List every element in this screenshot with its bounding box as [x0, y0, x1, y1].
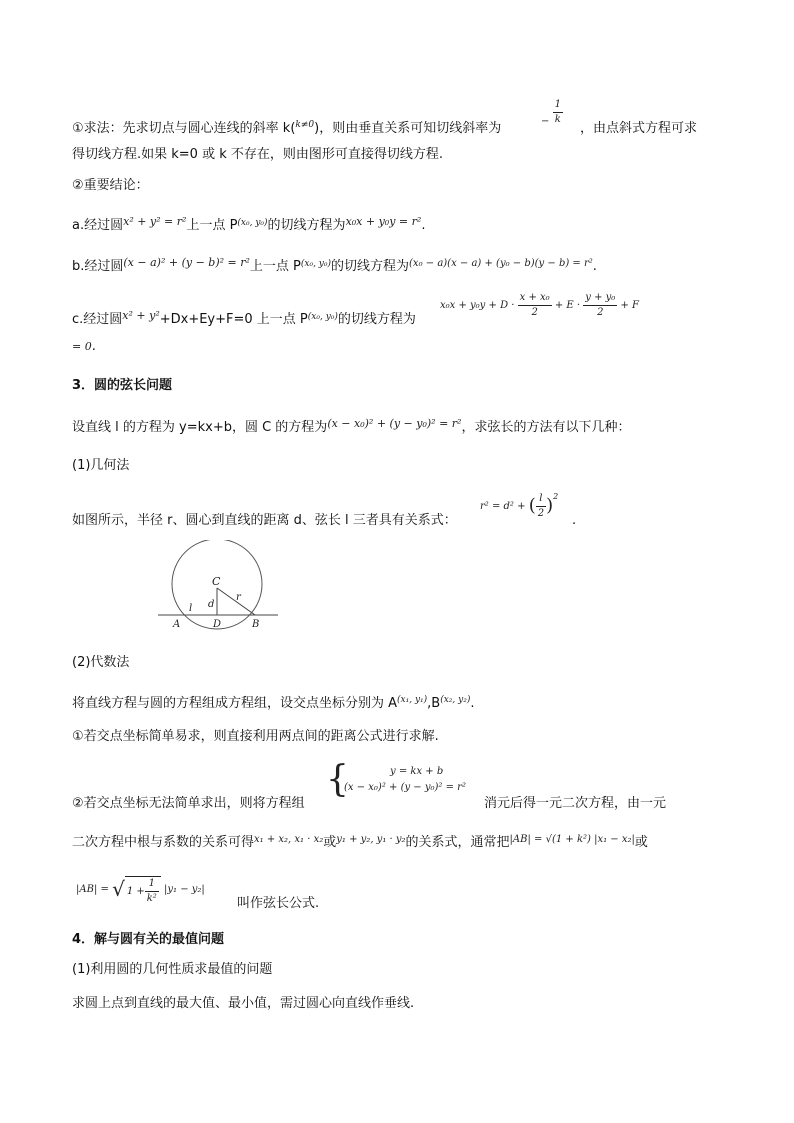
vieta-line: 二次方程中根与系数的关系可得$^{x_1 + x_2, x_1 \cdot x_2}$或$^{y_1 + y_2, y_1 \cdot y_2}$的关系式，通常把$^{|AB| = √(1 + k^2) |x_1 - x_2|}$或 — [72, 834, 648, 850]
conclusion-c: c.经过圆$^{x^2 + y^2}$+Dx+Ey+F=0 上一点 $P^{(x_0, y_0)}$的切线方程为 — [72, 309, 416, 327]
tangent-method-line1: ①求法：先求切点与圆心连线的斜率 k($^{k\ne 0}$)，则由垂直关系可知切线斜率为 — [72, 120, 502, 136]
conclusion-a: a.经过圆$^{x^2 + y^2 = r^2}$上一点 $P^{(x_0, y_0)}$的切线方程为$^{x_0x + y_0y = r^2}$. — [72, 215, 426, 233]
tangent-method-line1-tail: ，由点斜式方程可求 — [580, 121, 698, 136]
label-r: r — [236, 592, 241, 603]
extreme-distance-note: 求圆上点到直线的最大值、最小值，需过圆心向直线作垂线. — [72, 996, 415, 1011]
geometric-formula-end: . — [572, 513, 577, 528]
section-4-heading: 4．解与圆有关的最值问题 — [72, 932, 225, 947]
conclusion-b: b.经过圆$^{(x - a)^2 + (y - b)^2 = r^2}$上一点 $P^{(x_0, y_0)}$的切线方程为$^{(x_0 - a)(x - a) + (y_0 - b)(y - b) = r^2}$. — [72, 256, 597, 274]
label-d-foot: D — [213, 619, 222, 630]
label-c: C — [212, 575, 221, 588]
conclusion-c-line2: = 0. — [72, 339, 96, 354]
label-d: d — [208, 599, 215, 610]
case-hard-tail: 消元后得一元二次方程，由一元 — [484, 796, 667, 811]
method-algebraic: (2)代数法 — [72, 655, 130, 670]
chord-length-formula-label: 叫作弦长公式. — [237, 896, 320, 911]
case-hard: ②若交点坐标无法简单求出，则将方程组 — [72, 796, 305, 811]
label-a: A — [173, 619, 181, 630]
case-easy: ①若交点坐标简单易求，则直接利用两点间的距离公式进行求解. — [72, 729, 439, 744]
method-geometric-extreme: (1)利用圆的几何性质求最值的问题 — [72, 962, 273, 977]
tangent-method-line2: 得切线方程.如果 k=0 或 k 不存在，则由图形可直接得切线方程. — [72, 147, 444, 162]
algebraic-setup: 将直线方程与圆的方程组成方程组，设交点坐标分别为 $A^{(x_1, y_1)},B^{(x_2, y_2)}$. — [72, 695, 475, 711]
chord-setup: 设直线 l 的方程为 y=kx+b，圆 C 的方程为$^{(x - x_0)^2 + (y - y_0)^2 = r^2}$，求弦长的方法有以下几种： — [72, 417, 631, 435]
neg-reciprocal-k: − $\frac{1}{k}$ — [541, 99, 561, 127]
label-l: l — [189, 603, 193, 614]
section-3-heading: 3．圆的弦长问题 — [72, 378, 173, 393]
conclusion-c-result: x₀x + y₀y + D · $\frac{\text{x + x₀}}{2}$ + E · $\frac{\text{y + y₀}}{2}$ + F — [440, 292, 639, 318]
chord-length-formula: |AB| = √ 1 + $\frac{1}{\text{k²}}$ |y₁ − y₂| — [76, 877, 205, 904]
system-eq-2: (x − x₀)² + (y − y₀)² = r² — [344, 782, 466, 793]
system-eq-1: y = kx + b — [390, 766, 444, 777]
geometric-formula: r² = d² + ( $\frac{l}{2}$ )$^2$ — [480, 492, 559, 519]
geometric-relation: 如图所示，半径 r、圆心到直线的距离 d、弦长 l 三者具有关系式： — [72, 513, 457, 528]
important-conclusions: ②重要结论： — [72, 178, 149, 193]
system-brace: { — [326, 759, 349, 800]
label-b: B — [252, 619, 260, 630]
chord-figure — [150, 540, 290, 632]
method-geometric: (1)几何法 — [72, 458, 130, 473]
